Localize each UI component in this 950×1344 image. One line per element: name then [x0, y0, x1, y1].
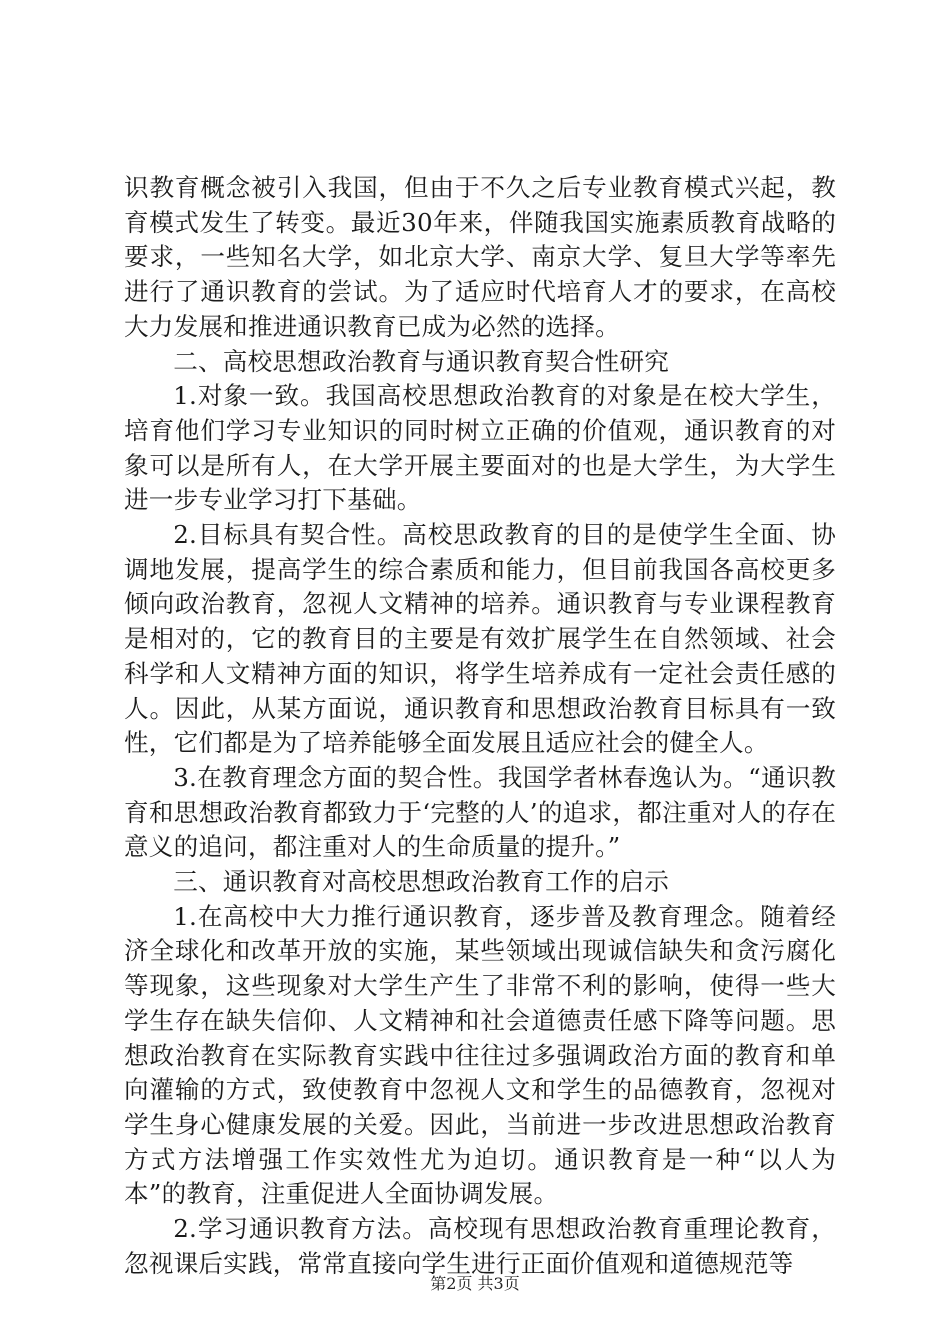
section-heading-3: 三、通识教育对高校思想政治教育工作的启示 [173, 867, 670, 897]
paragraph-object-consistency: 1.对象一致。我国高校思想政治教育的对象是在校大学生，培育他们学习专业知识的同时树立正确的价值观，通识教育的对象可以是所有人，在大学开展主要面对的也是大学生，为大学生进一步专业学习打下基础。 [124, 381, 836, 515]
paragraph-learn-methods: 2.学习通识教育方法。高校现有思想政治教育重理论教育，忽视课后实践，常常直接向学生进行正面价值观和道德规范等 [124, 1214, 836, 1278]
paragraph-intro-continuation: 识教育概念被引入我国，但由于不久之后专业教育模式兴起，教育模式发生了转变。最近30年来，伴随我国实施素质教育战略的要求，一些知名大学，如北京大学、南京大学、复旦大学等率先进行了通识教育的尝试。为了适应时代培育人才的要求，在高校大力发展和推进通识教育已成为必然的选择。 [124, 173, 836, 341]
section-heading-2: 二、高校思想政治教育与通识教育契合性研究 [173, 346, 670, 376]
paragraph-concept-fit: 3.在教育理念方面的契合性。我国学者林春逸认为。“通识教育和思想政治教育都致力于‘完整的人’的追求，都注重对人的存在意义的追问，都注重对人的生命质量的提升。” [124, 762, 836, 862]
page-footer: 第2页 共3页 [430, 1274, 520, 1293]
paragraph-promote-general-education: 1.在高校中大力推行通识教育，逐步普及教育理念。随着经济全球化和改革开放的实施，某些领域出现诚信缺失和贪污腐化等现象，这些现象对大学生产生了非常不利的影响，使得一些大学生存在缺失信仰、人文精神和社会道德责任感下降等问题。思想政治教育在实际教育实践中往往过多强调政治方面的教育和单向灌输的方式，致使教育中忽视人文和学生的品德教育，忽视对学生身心健康发展的关爱。因此，当前进一步改进思想政治教育方式方法增强工作实效性尤为迫切。通识教育是一种“以人为本”的教育，注重促进人全面协调发展。 [124, 901, 836, 1209]
paragraph-goal-fit: 2.目标具有契合性。高校思政教育的目的是使学生全面、协调地发展，提高学生的综合素质和能力，但目前我国各高校更多倾向政治教育，忽视人文精神的培养。通识教育与专业课程教育是相对的，它的教育目的主要是有效扩展学生在自然领域、社会科学和人文精神方面的知识，将学生培养成有一定社会责任感的人。因此，从某方面说，通识教育和思想政治教育目标具有一致性，它们都是为了培养能够全面发展且适应社会的健全人。 [124, 520, 836, 758]
document-body [124, 171, 836, 1282]
